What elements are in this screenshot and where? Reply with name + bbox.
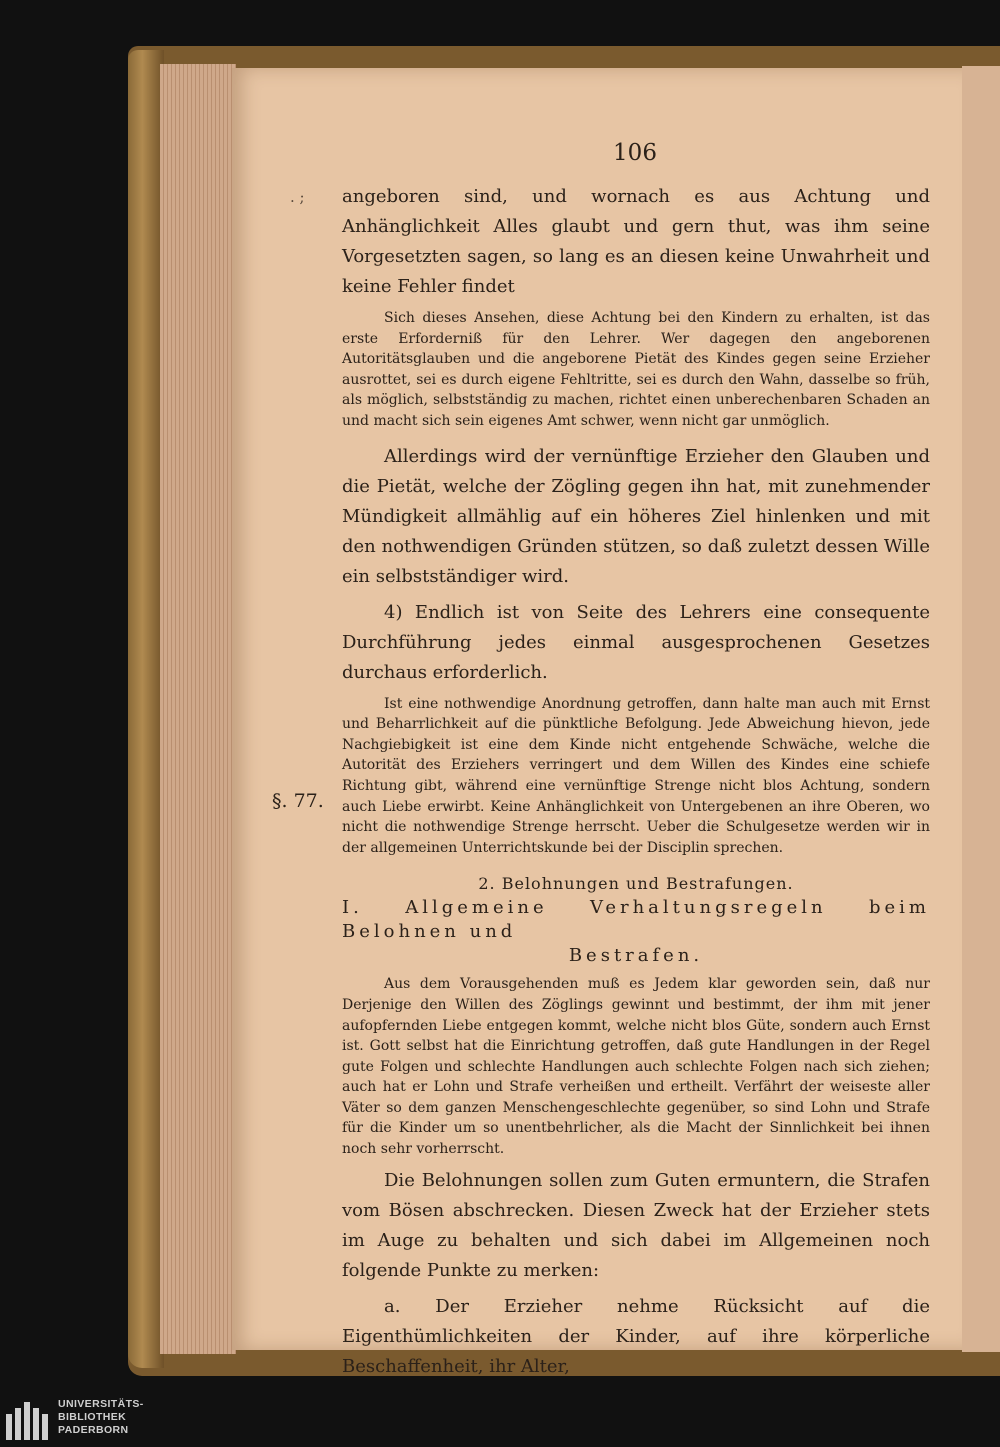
page-stack-edges [160,64,236,1354]
paragraph-8: a. Der Erzieher nehme Rücksicht auf die Eigenthümlichkeiten der Kinder, auf ihre körperliche Beschaffenheit, ihr Alter, [342,1295,930,1377]
subheading-line-2: Bestrafen. [568,945,704,967]
book-spine-edge [128,50,164,1368]
paragraph-1: angeboren sind, und wornach es aus Achtung und Anhänglichkeit Alles glaubt und gern thut, was ihm seine Vorgesetzten sagen, so lang es an diesen keine Unwahrheit und keine Fehler findet [342,186,930,297]
paragraph-2-small: Sich dieses Ansehen, diese Achtung bei den Kindern zu erhalten, ist das erste Erforderniß für den Lehrer. Wer dagegen den angeborenen Autoritätsglauben und die angeborene Pietät des Kindes gegen seine Erzieher ausrottet, sei es durch eigene Fehltritte, sei es durch den Wahn, dasselbe so früh, als möglich, selbstständig zu machen, richtet einen unberechenbaren Schaden an und macht sich sein eigenes Amt schwer, wenn nicht gar unmöglich. [342,310,930,429]
next-page-edge [962,66,1000,1352]
logo-line-3: PADERBORN [58,1424,129,1436]
library-logo [4,1398,184,1442]
library-logo-icon [4,1400,50,1440]
paragraph-4: 4) Endlich ist von Seite des Lehrers eine consequente Durchführung jedes einmal ausgesprochenen Gesetzes durchaus erforderlich. [342,601,930,683]
paragraph-7: Die Belohnungen sollen zum Guten ermuntern, die Strafen vom Bösen abschrecken. Diesen Zweck hat der Erzieher stets im Auge zu behalten und sich dabei im Allgemeinen noch folgende Punkte zu merken: [342,1169,930,1281]
section-heading: 2. Belohnungen und Bestrafungen. [478,874,794,894]
page-text [342,182,930,1382]
logo-line-1: UNIVERSITÄTS- [58,1398,144,1410]
subheading-line-1: I. Allgemeine Verhaltungsregeln beim Belohnen und [342,897,930,943]
margin-mark: . ; [290,188,305,206]
section-number: §. 77. [272,790,324,812]
logo-line-2: BIBLIOTHEK [58,1411,127,1423]
paragraph-6-small: Aus dem Vorausgehenden muß es Jedem klar geworden sein, daß nur Derjenige den Willen des Zöglings gewinnt und bestimmt, der ihm mit jener aufopfernden Liebe entgegen kommt, welche nicht blos Güte, sondern auch Ernst ist. Gott selbst hat die Einrichtung getroffen, daß gute Handlungen in der Regel gute Folgen und schlechte Handlungen auch schlechte Folgen nach sich ziehen; auch hat er Lohn und Strafe verheißen und ertheilt. Verfährt der weiseste aller Väter so dem ganzen Menschengeschlechte gegenüber, so sind Lohn und Strafe für die Kinder um so unentbehrlicher, als die Macht der Sinnlichkeit bei ihnen noch sehr vorherrscht. [342,976,930,1158]
page-number: 106 [613,140,657,166]
library-logo-text [58,1398,144,1437]
paragraph-5-small: Ist eine nothwendige Anordnung getroffen, dann halte man auch mit Ernst und Beharrlichkeit auf die pünktliche Befolgung. Jede Abweichung hievon, jede Nachgiebigkeit ist eine dem Kinde nicht entgehende Schwäche, welche die Autorität des Erziehers verringert und dem Willen des Kindes eine schiefe Richtung gibt, während eine vernünftige Strenge nicht blos Achtung, sondern auch Liebe erwirbt. Keine Anhänglichkeit von Untergebenen an ihre Oberen, wo nicht die nothwendige Strenge herrscht. Ueber die Schulgesetze werden wir in der allgemeinen Unterrichtskunde bei der Disciplin sprechen. [342,695,930,856]
paragraph-3: Allerdings wird der vernünftige Erzieher den Glauben und die Pietät, welche der Zögling gegen ihn hat, mit zunehmender Mündigkeit allmählig auf ein höheres Ziel hinlenken und mit den nothwendigen Gründen stützen, so daß zuletzt dessen Wille ein selbstständiger wird. [342,445,930,587]
